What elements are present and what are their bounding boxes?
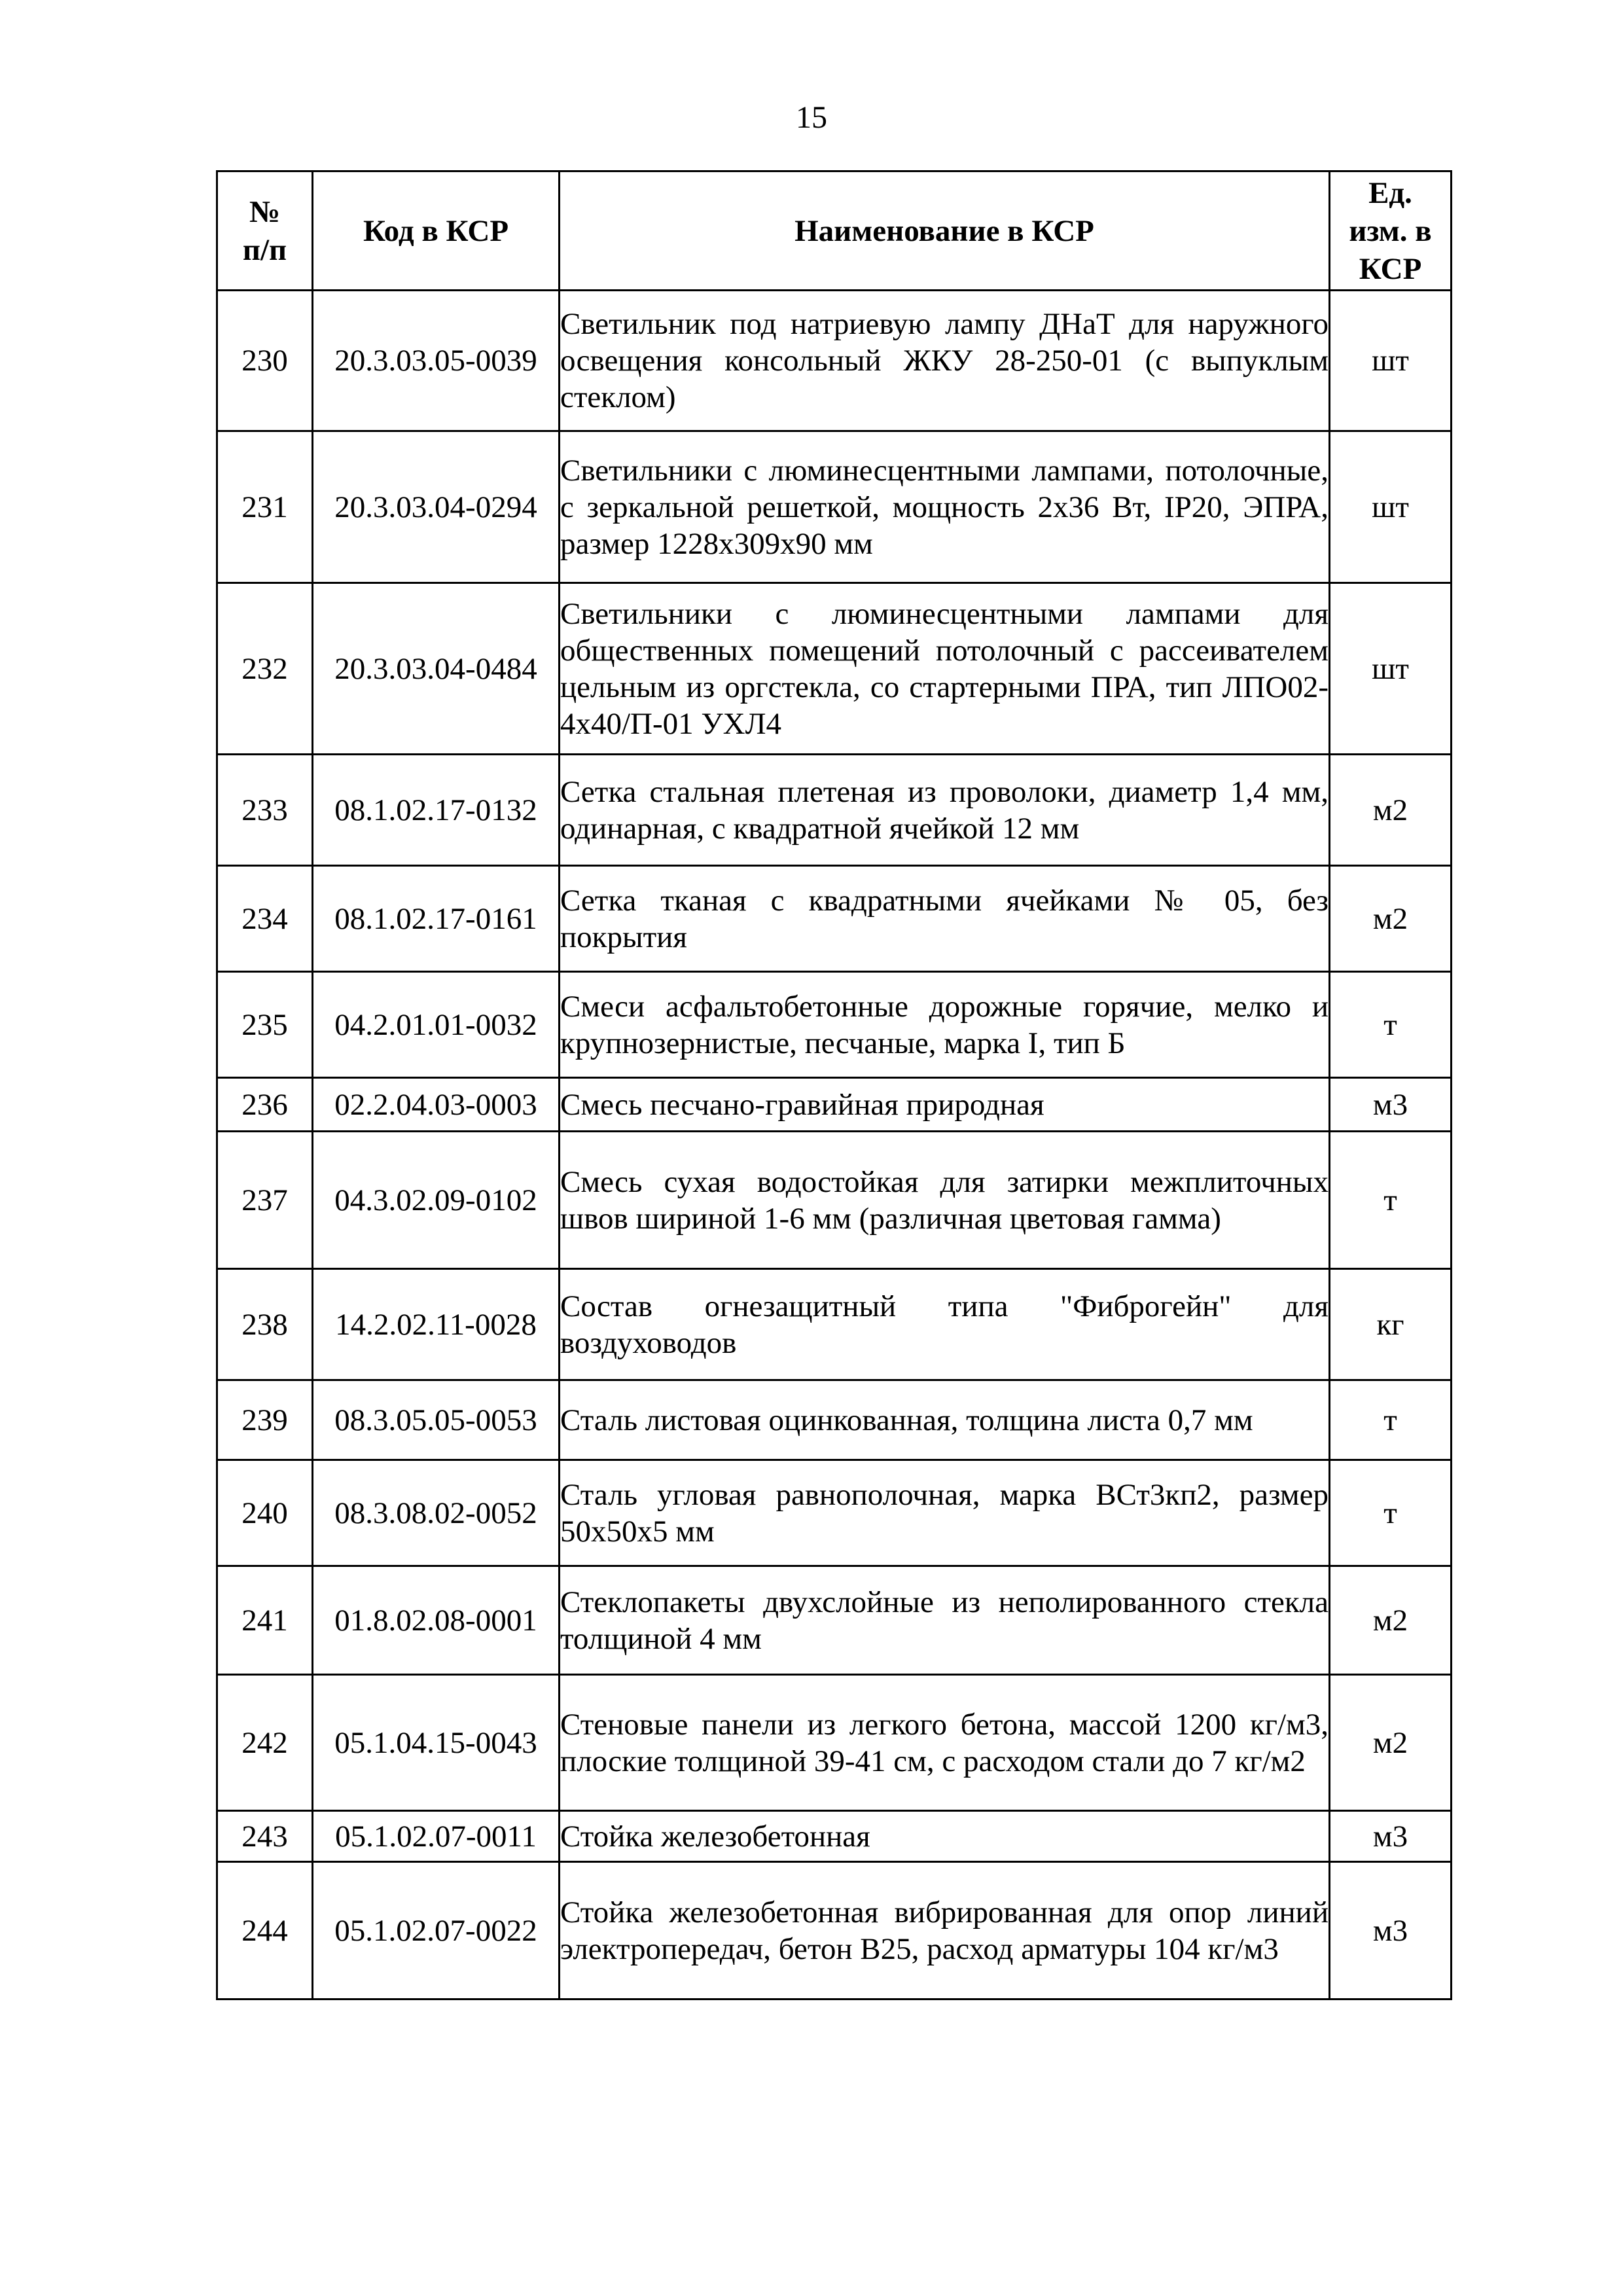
- row-code: 01.8.02.08-0001: [313, 1566, 560, 1675]
- row-name: Светильник под натриевую лампу ДНаТ для наружного освещения консольный ЖКУ 28-250-01 (с выпуклым стеклом): [560, 291, 1330, 431]
- table-row: [217, 583, 1452, 755]
- row-number: 241: [217, 1566, 313, 1675]
- table-header-row: [217, 171, 1452, 291]
- header-unit-line2: изм. в: [1349, 213, 1432, 248]
- header-name: Наименование в КСР: [560, 171, 1330, 291]
- table-row: [217, 1862, 1452, 2000]
- table-row: [217, 1269, 1452, 1380]
- row-number: 232: [217, 583, 313, 755]
- row-unit: м3: [1330, 1078, 1452, 1132]
- row-unit: шт: [1330, 291, 1452, 431]
- row-name: Смесь сухая водостойкая для затирки межплиточных швов шириной 1-6 мм (различная цветовая гамма): [560, 1132, 1330, 1269]
- row-number: 238: [217, 1269, 313, 1380]
- row-unit: м2: [1330, 866, 1452, 972]
- row-name: Стеновые панели из легкого бетона, массой 1200 кг/м3, плоские толщиной 39-41 см, с расходом стали до 7 кг/м2: [560, 1675, 1330, 1811]
- table-row: [217, 866, 1452, 972]
- table-row: [217, 1675, 1452, 1811]
- row-name: Светильники с люминесцентными лампами, потолочные, с зеркальной решеткой, мощность 2х36 Вт, IP20, ЭПРА, размер 1228х309х90 мм: [560, 431, 1330, 583]
- row-code: 05.1.02.07-0022: [313, 1862, 560, 2000]
- row-code: 08.3.05.05-0053: [313, 1380, 560, 1460]
- row-code: 08.1.02.17-0161: [313, 866, 560, 972]
- row-code: 05.1.04.15-0043: [313, 1675, 560, 1811]
- table-row: [217, 755, 1452, 866]
- row-unit: т: [1330, 1132, 1452, 1269]
- row-code: 04.2.01.01-0032: [313, 972, 560, 1078]
- row-number: 242: [217, 1675, 313, 1811]
- header-number: [217, 171, 313, 291]
- row-unit: т: [1330, 1380, 1452, 1460]
- page-number: 15: [796, 100, 827, 135]
- row-name: Состав огнезащитный типа "Фиброгейн" для воздуховодов: [560, 1269, 1330, 1380]
- row-name: Стойка железобетонная вибрированная для опор линий электропередач, бетон В25, расход арматуры 104 кг/м3: [560, 1862, 1330, 2000]
- row-code: 08.1.02.17-0132: [313, 755, 560, 866]
- header-unit-line3: КСР: [1359, 251, 1422, 286]
- row-unit: шт: [1330, 583, 1452, 755]
- table-row: [217, 1132, 1452, 1269]
- table-row: [217, 431, 1452, 583]
- row-number: 230: [217, 291, 313, 431]
- row-number: 235: [217, 972, 313, 1078]
- table-row: [217, 291, 1452, 431]
- table-row: [217, 1380, 1452, 1460]
- row-number: 236: [217, 1078, 313, 1132]
- header-code: Код в КСР: [313, 171, 560, 291]
- row-name: Сталь угловая равнополочная, марка ВСт3кп2, размер 50х50х5 мм: [560, 1460, 1330, 1566]
- row-number: 233: [217, 755, 313, 866]
- row-name: Сетка тканая с квадратными ячейками № 05, без покрытия: [560, 866, 1330, 972]
- row-name: Сталь листовая оцинкованная, толщина листа 0,7 мм: [560, 1380, 1330, 1460]
- row-name: Стойка железобетонная: [560, 1811, 1330, 1862]
- row-name: Смесь песчано-гравийная природная: [560, 1078, 1330, 1132]
- row-code: 20.3.03.05-0039: [313, 291, 560, 431]
- row-code: 08.3.08.02-0052: [313, 1460, 560, 1566]
- table-row: [217, 1811, 1452, 1862]
- row-number: 244: [217, 1862, 313, 2000]
- row-unit: т: [1330, 972, 1452, 1078]
- row-code: 14.2.02.11-0028: [313, 1269, 560, 1380]
- row-number: 237: [217, 1132, 313, 1269]
- header-number-line1: №: [249, 194, 281, 229]
- row-code: 04.3.02.09-0102: [313, 1132, 560, 1269]
- row-code: 20.3.03.04-0484: [313, 583, 560, 755]
- row-unit: м2: [1330, 1675, 1452, 1811]
- row-unit: м2: [1330, 755, 1452, 866]
- row-unit: м2: [1330, 1566, 1452, 1675]
- row-number: 240: [217, 1460, 313, 1566]
- row-name: Светильники с люминесцентными лампами для общественных помещений потолочный с рассеивателем цельным из оргстекла, со стартерными ПРА, тип ЛПО02-4х40/П-01 УХЛ4: [560, 583, 1330, 755]
- row-unit: м3: [1330, 1862, 1452, 2000]
- row-name: Сетка стальная плетеная из проволоки, диаметр 1,4 мм, одинарная, с квадратной ячейкой 12 мм: [560, 755, 1330, 866]
- table-row: [217, 1566, 1452, 1675]
- row-number: 234: [217, 866, 313, 972]
- header-unit-line1: Ед.: [1368, 175, 1412, 210]
- row-number: 239: [217, 1380, 313, 1460]
- header-number-line2: п/п: [242, 232, 287, 267]
- row-number: 231: [217, 431, 313, 583]
- row-code: 02.2.04.03-0003: [313, 1078, 560, 1132]
- table-row: [217, 1460, 1452, 1566]
- row-number: 243: [217, 1811, 313, 1862]
- row-unit: т: [1330, 1460, 1452, 1566]
- ksr-materials-table: [216, 170, 1452, 2000]
- row-unit: кг: [1330, 1269, 1452, 1380]
- row-unit: м3: [1330, 1811, 1452, 1862]
- row-unit: шт: [1330, 431, 1452, 583]
- table-row: [217, 972, 1452, 1078]
- row-name: Стеклопакеты двухслойные из неполированного стекла толщиной 4 мм: [560, 1566, 1330, 1675]
- table-row: [217, 1078, 1452, 1132]
- row-name: Смеси асфальтобетонные дорожные горячие, мелко и крупнозернистые, песчаные, марка I, тип Б: [560, 972, 1330, 1078]
- row-code: 20.3.03.04-0294: [313, 431, 560, 583]
- row-code: 05.1.02.07-0011: [313, 1811, 560, 1862]
- header-unit: [1330, 171, 1452, 291]
